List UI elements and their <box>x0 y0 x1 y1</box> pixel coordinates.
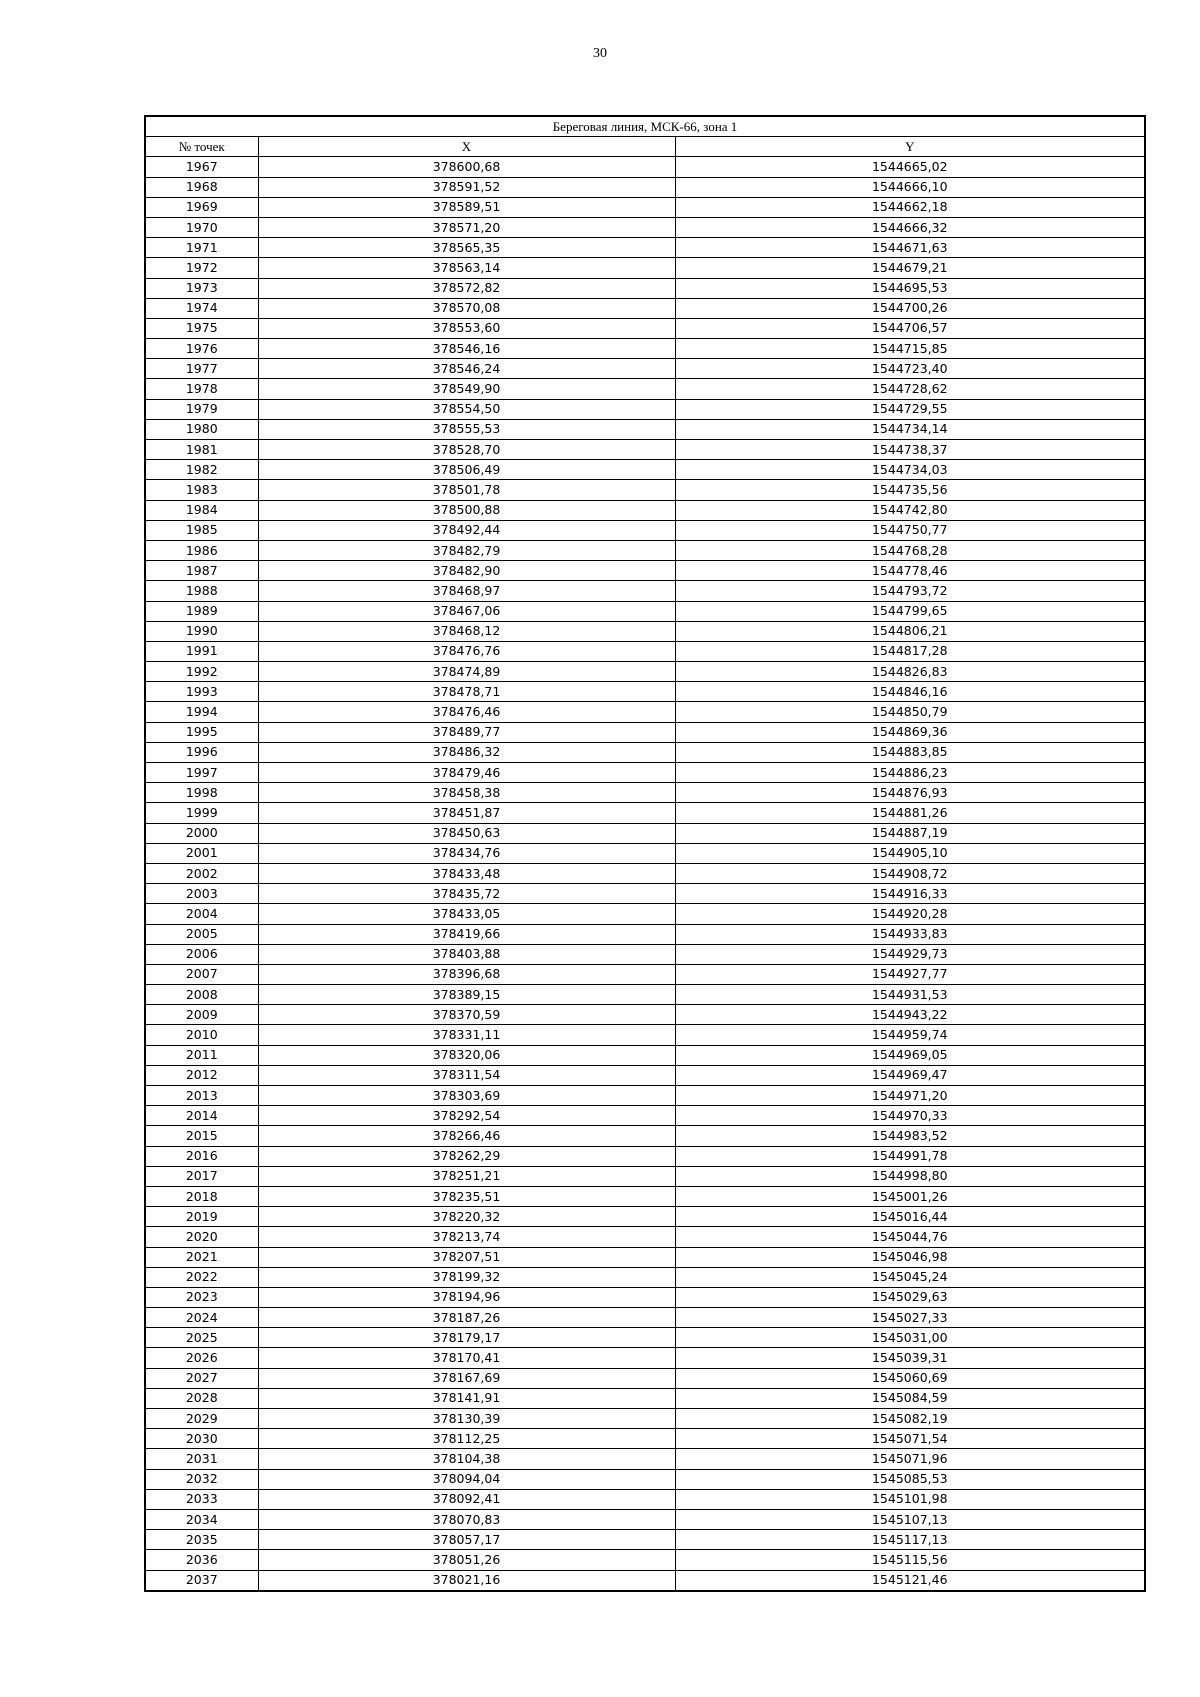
y-coordinate-cell: 1544729,55 <box>675 399 1145 419</box>
x-coordinate-cell: 378554,50 <box>258 399 675 419</box>
point-number-cell: 2008 <box>145 985 258 1005</box>
table-row <box>145 1388 1145 1408</box>
table-title: Береговая линия, МСК-66, зона 1 <box>145 116 1145 137</box>
y-coordinate-cell: 1544671,63 <box>675 238 1145 258</box>
table-row <box>145 1509 1145 1529</box>
table-row <box>145 641 1145 661</box>
table-row <box>145 581 1145 601</box>
table-row <box>145 1368 1145 1388</box>
y-coordinate-cell: 1544695,53 <box>675 278 1145 298</box>
point-number-cell: 1994 <box>145 702 258 722</box>
table-row <box>145 924 1145 944</box>
x-coordinate-cell: 378213,74 <box>258 1227 675 1247</box>
y-coordinate-cell: 1545107,13 <box>675 1509 1145 1529</box>
x-coordinate-cell: 378167,69 <box>258 1368 675 1388</box>
point-number-cell: 2012 <box>145 1065 258 1085</box>
y-coordinate-cell: 1545121,46 <box>675 1570 1145 1591</box>
point-number-cell: 2026 <box>145 1348 258 1368</box>
x-coordinate-cell: 378549,90 <box>258 379 675 399</box>
point-number-cell: 2024 <box>145 1308 258 1328</box>
point-number-cell: 1978 <box>145 379 258 399</box>
y-coordinate-cell: 1544959,74 <box>675 1025 1145 1045</box>
y-coordinate-cell: 1544933,83 <box>675 924 1145 944</box>
point-number-cell: 2010 <box>145 1025 258 1045</box>
x-coordinate-cell: 378482,90 <box>258 561 675 581</box>
x-coordinate-cell: 378141,91 <box>258 1388 675 1408</box>
point-number-cell: 2032 <box>145 1469 258 1489</box>
point-number-cell: 1990 <box>145 621 258 641</box>
table-row <box>145 803 1145 823</box>
table-row <box>145 1025 1145 1045</box>
x-coordinate-cell: 378370,59 <box>258 1005 675 1025</box>
table-row <box>145 278 1145 298</box>
point-number-cell: 1984 <box>145 500 258 520</box>
table-row <box>145 238 1145 258</box>
table-row <box>145 500 1145 520</box>
table-row <box>145 1005 1145 1025</box>
y-coordinate-cell: 1544742,80 <box>675 500 1145 520</box>
y-coordinate-cell: 1545085,53 <box>675 1469 1145 1489</box>
point-number-cell: 2030 <box>145 1429 258 1449</box>
x-coordinate-cell: 378506,49 <box>258 460 675 480</box>
point-number-cell: 2025 <box>145 1328 258 1348</box>
point-number-cell: 1967 <box>145 157 258 177</box>
point-number-cell: 1988 <box>145 581 258 601</box>
point-number-cell: 1976 <box>145 339 258 359</box>
point-number-cell: 2033 <box>145 1489 258 1509</box>
table-row <box>145 480 1145 500</box>
table-row <box>145 399 1145 419</box>
point-number-cell: 1995 <box>145 722 258 742</box>
table-row <box>145 1186 1145 1206</box>
table-row <box>145 217 1145 237</box>
x-coordinate-cell: 378070,83 <box>258 1509 675 1529</box>
point-number-cell: 1970 <box>145 217 258 237</box>
x-coordinate-cell: 378266,46 <box>258 1126 675 1146</box>
point-number-cell: 2004 <box>145 904 258 924</box>
x-coordinate-cell: 378450,63 <box>258 823 675 843</box>
point-number-cell: 2011 <box>145 1045 258 1065</box>
point-number-cell: 1989 <box>145 601 258 621</box>
y-coordinate-cell: 1544706,57 <box>675 318 1145 338</box>
y-coordinate-cell: 1544799,65 <box>675 601 1145 621</box>
point-number-cell: 2020 <box>145 1227 258 1247</box>
table-row <box>145 1308 1145 1328</box>
table-row <box>145 540 1145 560</box>
x-coordinate-cell: 378104,38 <box>258 1449 675 1469</box>
y-coordinate-cell: 1545001,26 <box>675 1186 1145 1206</box>
point-number-cell: 2027 <box>145 1368 258 1388</box>
table-row <box>145 1530 1145 1550</box>
y-coordinate-cell: 1545071,96 <box>675 1449 1145 1469</box>
x-coordinate-cell: 378570,08 <box>258 298 675 318</box>
x-coordinate-cell: 378458,38 <box>258 783 675 803</box>
y-coordinate-cell: 1544969,47 <box>675 1065 1145 1085</box>
table-row <box>145 1126 1145 1146</box>
x-coordinate-cell: 378474,89 <box>258 662 675 682</box>
x-coordinate-cell: 378555,53 <box>258 419 675 439</box>
table-row <box>145 440 1145 460</box>
point-number-cell: 1983 <box>145 480 258 500</box>
y-coordinate-cell: 1544817,28 <box>675 641 1145 661</box>
x-coordinate-cell: 378112,25 <box>258 1429 675 1449</box>
y-coordinate-cell: 1545115,56 <box>675 1550 1145 1570</box>
x-coordinate-cell: 378433,48 <box>258 863 675 883</box>
point-number-cell: 2013 <box>145 1086 258 1106</box>
point-number-cell: 1992 <box>145 662 258 682</box>
x-coordinate-cell: 378403,88 <box>258 944 675 964</box>
table-row <box>145 985 1145 1005</box>
y-coordinate-cell: 1544734,03 <box>675 460 1145 480</box>
point-number-cell: 2018 <box>145 1186 258 1206</box>
point-number-cell: 1973 <box>145 278 258 298</box>
point-number-cell: 1982 <box>145 460 258 480</box>
y-coordinate-cell: 1544869,36 <box>675 722 1145 742</box>
y-coordinate-cell: 1544679,21 <box>675 258 1145 278</box>
y-coordinate-cell: 1544886,23 <box>675 763 1145 783</box>
point-number-cell: 2009 <box>145 1005 258 1025</box>
table-row <box>145 1247 1145 1267</box>
x-coordinate-cell: 378501,78 <box>258 480 675 500</box>
y-coordinate-cell: 1544920,28 <box>675 904 1145 924</box>
y-coordinate-cell: 1544728,62 <box>675 379 1145 399</box>
table-row <box>145 904 1145 924</box>
point-number-cell: 1980 <box>145 419 258 439</box>
table-body <box>145 157 1145 1591</box>
table-row <box>145 702 1145 722</box>
point-number-cell: 1998 <box>145 783 258 803</box>
x-coordinate-cell: 378179,17 <box>258 1328 675 1348</box>
table-row <box>145 621 1145 641</box>
y-coordinate-cell: 1545071,54 <box>675 1429 1145 1449</box>
y-coordinate-cell: 1545084,59 <box>675 1388 1145 1408</box>
point-number-cell: 2023 <box>145 1287 258 1307</box>
point-number-cell: 2003 <box>145 884 258 904</box>
y-coordinate-cell: 1544876,93 <box>675 783 1145 803</box>
x-coordinate-cell: 378051,26 <box>258 1550 675 1570</box>
x-coordinate-cell: 378292,54 <box>258 1106 675 1126</box>
point-number-cell: 1997 <box>145 763 258 783</box>
y-coordinate-cell: 1544971,20 <box>675 1086 1145 1106</box>
point-number-cell: 1999 <box>145 803 258 823</box>
y-coordinate-cell: 1545117,13 <box>675 1530 1145 1550</box>
point-number-cell: 1993 <box>145 682 258 702</box>
table-row <box>145 197 1145 217</box>
point-number-cell: 2007 <box>145 964 258 984</box>
x-coordinate-cell: 378476,76 <box>258 641 675 661</box>
x-coordinate-cell: 378419,66 <box>258 924 675 944</box>
table-row <box>145 1469 1145 1489</box>
table-row <box>145 763 1145 783</box>
table-row <box>145 318 1145 338</box>
y-coordinate-cell: 1544969,05 <box>675 1045 1145 1065</box>
y-coordinate-cell: 1545031,00 <box>675 1328 1145 1348</box>
y-coordinate-cell: 1545046,98 <box>675 1247 1145 1267</box>
point-number-cell: 1971 <box>145 238 258 258</box>
table-row <box>145 1166 1145 1186</box>
x-coordinate-cell: 378057,17 <box>258 1530 675 1550</box>
y-coordinate-cell: 1544943,22 <box>675 1005 1145 1025</box>
y-coordinate-cell: 1544735,56 <box>675 480 1145 500</box>
x-coordinate-cell: 378528,70 <box>258 440 675 460</box>
x-coordinate-cell: 378476,46 <box>258 702 675 722</box>
point-number-cell: 2014 <box>145 1106 258 1126</box>
table-row <box>145 339 1145 359</box>
point-number-cell: 2036 <box>145 1550 258 1570</box>
point-number-cell: 1987 <box>145 561 258 581</box>
y-coordinate-cell: 1544883,85 <box>675 742 1145 762</box>
table-row <box>145 662 1145 682</box>
y-coordinate-cell: 1544916,33 <box>675 884 1145 904</box>
x-coordinate-cell: 378479,46 <box>258 763 675 783</box>
point-number-cell: 2002 <box>145 863 258 883</box>
x-coordinate-cell: 378546,16 <box>258 339 675 359</box>
x-coordinate-cell: 378021,16 <box>258 1570 675 1591</box>
y-coordinate-cell: 1545039,31 <box>675 1348 1145 1368</box>
table-row <box>145 884 1145 904</box>
table-row <box>145 1429 1145 1449</box>
x-coordinate-cell: 378572,82 <box>258 278 675 298</box>
x-coordinate-cell: 378571,20 <box>258 217 675 237</box>
x-coordinate-cell: 378251,21 <box>258 1166 675 1186</box>
x-coordinate-cell: 378331,11 <box>258 1025 675 1045</box>
x-coordinate-cell: 378194,96 <box>258 1287 675 1307</box>
point-number-cell: 1974 <box>145 298 258 318</box>
table-row <box>145 1409 1145 1429</box>
x-coordinate-cell: 378565,35 <box>258 238 675 258</box>
y-coordinate-cell: 1545060,69 <box>675 1368 1145 1388</box>
x-coordinate-cell: 378092,41 <box>258 1489 675 1509</box>
x-coordinate-cell: 378199,32 <box>258 1267 675 1287</box>
point-number-cell: 1981 <box>145 440 258 460</box>
x-coordinate-cell: 378303,69 <box>258 1086 675 1106</box>
table-row <box>145 682 1145 702</box>
table-title-row <box>145 116 1145 137</box>
point-number-cell: 2037 <box>145 1570 258 1591</box>
y-coordinate-cell: 1544991,78 <box>675 1146 1145 1166</box>
x-coordinate-cell: 378563,14 <box>258 258 675 278</box>
table-row <box>145 561 1145 581</box>
y-coordinate-cell: 1544905,10 <box>675 843 1145 863</box>
x-coordinate-cell: 378486,32 <box>258 742 675 762</box>
table-row <box>145 460 1145 480</box>
x-coordinate-cell: 378389,15 <box>258 985 675 1005</box>
x-coordinate-cell: 378478,71 <box>258 682 675 702</box>
table-row <box>145 1267 1145 1287</box>
y-coordinate-cell: 1544970,33 <box>675 1106 1145 1126</box>
x-coordinate-cell: 378320,06 <box>258 1045 675 1065</box>
point-number-cell: 2031 <box>145 1449 258 1469</box>
y-coordinate-cell: 1544665,02 <box>675 157 1145 177</box>
x-coordinate-cell: 378467,06 <box>258 601 675 621</box>
point-number-cell: 1985 <box>145 520 258 540</box>
y-coordinate-cell: 1544734,14 <box>675 419 1145 439</box>
x-coordinate-cell: 378546,24 <box>258 359 675 379</box>
y-coordinate-cell: 1545082,19 <box>675 1409 1145 1429</box>
x-coordinate-cell: 378591,52 <box>258 177 675 197</box>
table-row <box>145 863 1145 883</box>
point-number-cell: 2000 <box>145 823 258 843</box>
table-row <box>145 1550 1145 1570</box>
coordinates-table <box>144 115 1146 1592</box>
table-row <box>145 359 1145 379</box>
table-row <box>145 379 1145 399</box>
y-coordinate-cell: 1544768,28 <box>675 540 1145 560</box>
table-row <box>145 1207 1145 1227</box>
table-row <box>145 1348 1145 1368</box>
x-coordinate-cell: 378482,79 <box>258 540 675 560</box>
y-coordinate-cell: 1545029,63 <box>675 1287 1145 1307</box>
point-number-cell: 2022 <box>145 1267 258 1287</box>
y-coordinate-cell: 1544750,77 <box>675 520 1145 540</box>
x-coordinate-cell: 378468,12 <box>258 621 675 641</box>
table-row <box>145 1328 1145 1348</box>
point-number-cell: 2015 <box>145 1126 258 1146</box>
y-coordinate-cell: 1544929,73 <box>675 944 1145 964</box>
x-coordinate-cell: 378589,51 <box>258 197 675 217</box>
point-number-cell: 2006 <box>145 944 258 964</box>
y-coordinate-cell: 1544793,72 <box>675 581 1145 601</box>
point-number-cell: 1986 <box>145 540 258 560</box>
page-number: 30 <box>593 46 607 61</box>
table-row <box>145 1227 1145 1247</box>
y-coordinate-cell: 1544806,21 <box>675 621 1145 641</box>
y-coordinate-cell: 1544662,18 <box>675 197 1145 217</box>
point-number-cell: 1975 <box>145 318 258 338</box>
table-row <box>145 843 1145 863</box>
table-row <box>145 1287 1145 1307</box>
y-coordinate-cell: 1544738,37 <box>675 440 1145 460</box>
table-row <box>145 1489 1145 1509</box>
y-coordinate-cell: 1545101,98 <box>675 1489 1145 1509</box>
y-coordinate-cell: 1544931,53 <box>675 985 1145 1005</box>
y-coordinate-cell: 1544700,26 <box>675 298 1145 318</box>
x-coordinate-cell: 378396,68 <box>258 964 675 984</box>
table-row <box>145 1106 1145 1126</box>
y-coordinate-cell: 1544983,52 <box>675 1126 1145 1146</box>
point-number-cell: 2005 <box>145 924 258 944</box>
table-row <box>145 298 1145 318</box>
table-row <box>145 601 1145 621</box>
y-coordinate-cell: 1545045,24 <box>675 1267 1145 1287</box>
table-header-row <box>145 137 1145 157</box>
table-row <box>145 1146 1145 1166</box>
table-row <box>145 1045 1145 1065</box>
y-coordinate-cell: 1544778,46 <box>675 561 1145 581</box>
x-coordinate-cell: 378433,05 <box>258 904 675 924</box>
point-number-cell: 2019 <box>145 1207 258 1227</box>
x-coordinate-cell: 378220,32 <box>258 1207 675 1227</box>
y-coordinate-cell: 1545027,33 <box>675 1308 1145 1328</box>
y-coordinate-cell: 1544666,10 <box>675 177 1145 197</box>
point-number-cell: 1968 <box>145 177 258 197</box>
point-number-cell: 1969 <box>145 197 258 217</box>
y-coordinate-cell: 1544715,85 <box>675 339 1145 359</box>
point-number-cell: 1979 <box>145 399 258 419</box>
column-header-point-number: № точек <box>145 137 258 157</box>
point-number-cell: 1972 <box>145 258 258 278</box>
y-coordinate-cell: 1545044,76 <box>675 1227 1145 1247</box>
x-coordinate-cell: 378500,88 <box>258 500 675 520</box>
x-coordinate-cell: 378130,39 <box>258 1409 675 1429</box>
y-coordinate-cell: 1544666,32 <box>675 217 1145 237</box>
y-coordinate-cell: 1544850,79 <box>675 702 1145 722</box>
x-coordinate-cell: 378235,51 <box>258 1186 675 1206</box>
point-number-cell: 2016 <box>145 1146 258 1166</box>
x-coordinate-cell: 378451,87 <box>258 803 675 823</box>
point-number-cell: 1977 <box>145 359 258 379</box>
table-row <box>145 157 1145 177</box>
x-coordinate-cell: 378311,54 <box>258 1065 675 1085</box>
table-row <box>145 1065 1145 1085</box>
table-row <box>145 258 1145 278</box>
y-coordinate-cell: 1544881,26 <box>675 803 1145 823</box>
table-row <box>145 1570 1145 1591</box>
table-row <box>145 964 1145 984</box>
table-row <box>145 783 1145 803</box>
point-number-cell: 2001 <box>145 843 258 863</box>
point-number-cell: 1991 <box>145 641 258 661</box>
table-row <box>145 823 1145 843</box>
table-row <box>145 177 1145 197</box>
y-coordinate-cell: 1544887,19 <box>675 823 1145 843</box>
x-coordinate-cell: 378435,72 <box>258 884 675 904</box>
point-number-cell: 2035 <box>145 1530 258 1550</box>
point-number-cell: 1996 <box>145 742 258 762</box>
x-coordinate-cell: 378434,76 <box>258 843 675 863</box>
x-coordinate-cell: 378553,60 <box>258 318 675 338</box>
x-coordinate-cell: 378207,51 <box>258 1247 675 1267</box>
table-row <box>145 520 1145 540</box>
point-number-cell: 2028 <box>145 1388 258 1408</box>
x-coordinate-cell: 378170,41 <box>258 1348 675 1368</box>
point-number-cell: 2034 <box>145 1509 258 1529</box>
point-number-cell: 2021 <box>145 1247 258 1267</box>
table-row <box>145 419 1145 439</box>
x-coordinate-cell: 378262,29 <box>258 1146 675 1166</box>
column-header-x: X <box>258 137 675 157</box>
y-coordinate-cell: 1544998,80 <box>675 1166 1145 1186</box>
table-row <box>145 944 1145 964</box>
point-number-cell: 2017 <box>145 1166 258 1186</box>
table-row <box>145 722 1145 742</box>
x-coordinate-cell: 378600,68 <box>258 157 675 177</box>
y-coordinate-cell: 1545016,44 <box>675 1207 1145 1227</box>
x-coordinate-cell: 378492,44 <box>258 520 675 540</box>
x-coordinate-cell: 378187,26 <box>258 1308 675 1328</box>
table-row <box>145 1086 1145 1106</box>
x-coordinate-cell: 378489,77 <box>258 722 675 742</box>
column-header-y: Y <box>675 137 1145 157</box>
y-coordinate-cell: 1544826,83 <box>675 662 1145 682</box>
x-coordinate-cell: 378094,04 <box>258 1469 675 1489</box>
y-coordinate-cell: 1544846,16 <box>675 682 1145 702</box>
point-number-cell: 2029 <box>145 1409 258 1429</box>
table-row <box>145 1449 1145 1469</box>
x-coordinate-cell: 378468,97 <box>258 581 675 601</box>
y-coordinate-cell: 1544723,40 <box>675 359 1145 379</box>
table-row <box>145 742 1145 762</box>
y-coordinate-cell: 1544908,72 <box>675 863 1145 883</box>
y-coordinate-cell: 1544927,77 <box>675 964 1145 984</box>
